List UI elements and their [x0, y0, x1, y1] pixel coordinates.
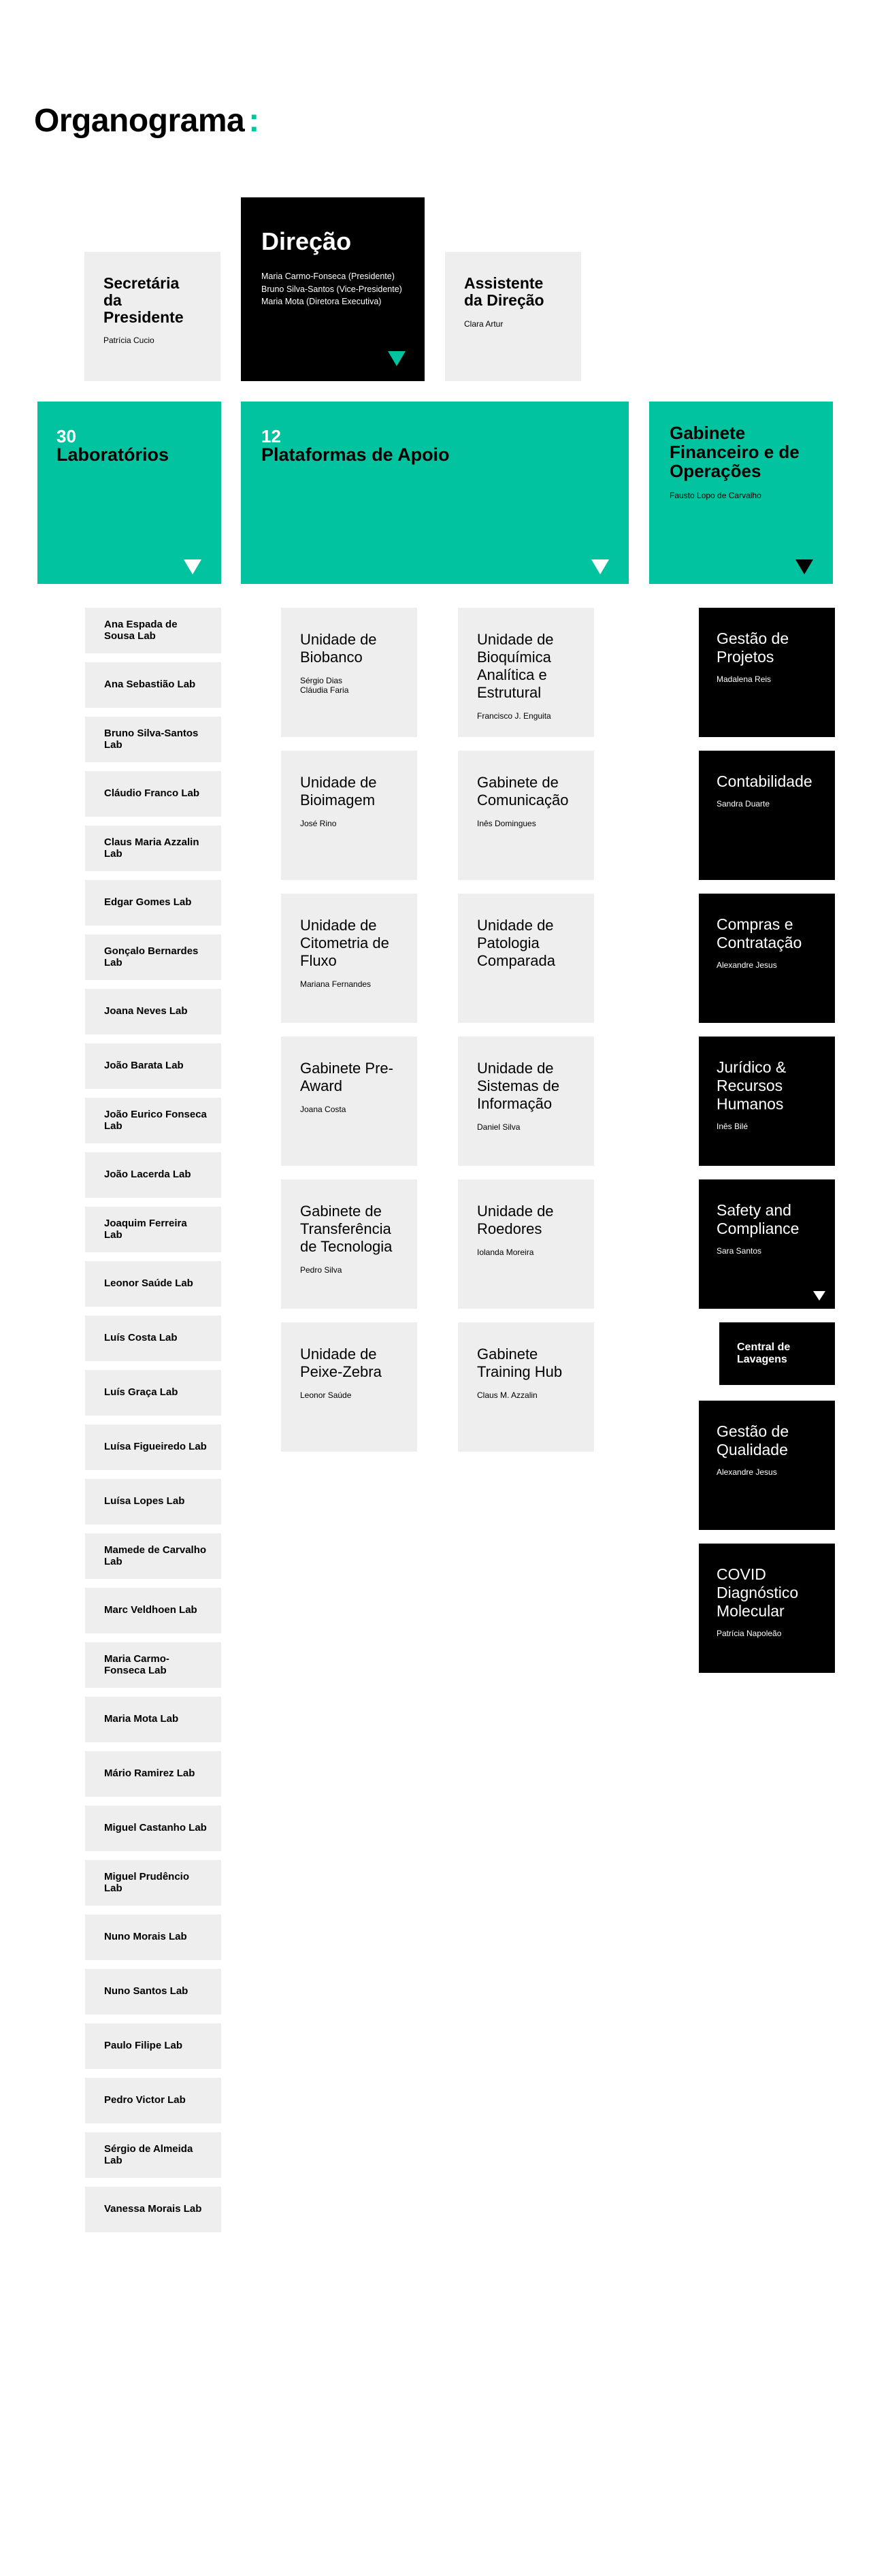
lab-item[interactable]: Claus Maria Azzalin Lab [85, 826, 221, 871]
secretaria-title: Secretária da Presidente [103, 274, 184, 326]
laboratorios-title: Laboratórios [56, 444, 169, 465]
direcao-person: Maria Mota (Diretora Executiva) [261, 297, 382, 307]
unit-title: Unidade de Sistemas de Informação [477, 1060, 560, 1112]
unit-title: Unidade de Citometria de Fluxo [300, 917, 389, 969]
platform-unit[interactable] [281, 1322, 417, 1452]
direcao-person: Maria Carmo-Fonseca (Presidente) [261, 271, 395, 281]
unit-title: Jurídico & Recursos Humanos [717, 1058, 787, 1113]
platform-unit[interactable] [281, 608, 417, 737]
lab-item[interactable]: Luís Costa Lab [85, 1316, 221, 1361]
page-title: Organograma : [34, 103, 259, 139]
unit-people: Patrícia Napoleão [717, 1629, 782, 1638]
triangle-down-icon[interactable] [388, 351, 406, 366]
lab-item[interactable]: Mamede de Carvalho Lab [85, 1533, 221, 1579]
lab-item[interactable]: Nuno Santos Lab [85, 1969, 221, 2015]
platform-unit[interactable] [458, 1037, 594, 1166]
platform-unit[interactable] [458, 894, 594, 1023]
plataformas-title: Plataformas de Apoio [261, 444, 450, 465]
laboratorios-count: 30 [56, 426, 76, 446]
unit-people: Alexandre Jesus [717, 1467, 777, 1477]
lab-item[interactable]: João Barata Lab [85, 1043, 221, 1089]
gabinete-unit[interactable] [699, 1037, 835, 1166]
central-lavagens-box[interactable]: Central de Lavagens [719, 1322, 835, 1385]
lab-item[interactable]: Bruno Silva-Santos Lab [85, 717, 221, 762]
unit-title: Unidade de Patologia Comparada [477, 917, 555, 969]
assistente-title: Assistente da Direção [464, 274, 544, 309]
unit-people: Iolanda Moreira [477, 1248, 534, 1257]
gabinete-unit[interactable] [699, 1544, 835, 1673]
platform-unit[interactable] [458, 608, 594, 737]
lab-item[interactable]: Vanessa Morais Lab [85, 2187, 221, 2232]
unit-people: Pedro Silva [300, 1265, 342, 1275]
lab-item[interactable]: Cláudio Franco Lab [85, 771, 221, 817]
unit-people: Sara Santos [717, 1246, 762, 1256]
lab-item[interactable]: Luísa Figueiredo Lab [85, 1424, 221, 1470]
gabinete-unit[interactable] [699, 1401, 835, 1530]
unit-title: Contabilidade [717, 772, 812, 790]
unit-people: Inês Bilé [717, 1122, 749, 1131]
lab-item[interactable]: João Eurico Fonseca Lab [85, 1098, 221, 1143]
plataformas-box[interactable] [241, 402, 629, 584]
lab-item[interactable]: Luísa Lopes Lab [85, 1479, 221, 1525]
lab-item[interactable]: Edgar Gomes Lab [85, 880, 221, 926]
platform-unit[interactable] [281, 751, 417, 880]
lab-item[interactable]: Maria Mota Lab [85, 1697, 221, 1742]
direcao-box[interactable] [241, 197, 425, 381]
gabinete-unit[interactable] [699, 1179, 835, 1309]
unit-title: Compras e Contratação [717, 915, 802, 951]
lab-item[interactable]: Joaquim Ferreira Lab [85, 1207, 221, 1252]
unit-title: COVID Diagnóstico Molecular [717, 1565, 799, 1620]
lab-item[interactable]: João Lacerda Lab [85, 1152, 221, 1198]
platform-unit[interactable] [458, 751, 594, 880]
unit-title: Unidade de Peixe-Zebra [300, 1346, 382, 1380]
unit-people: Mariana Fernandes [300, 979, 372, 989]
lab-item[interactable]: Joana Neves Lab [85, 989, 221, 1034]
lab-item[interactable]: Gonçalo Bernardes Lab [85, 934, 221, 980]
lab-item[interactable]: Miguel Prudêncio Lab [85, 1860, 221, 1906]
lab-item[interactable]: Pedro Victor Lab [85, 2078, 221, 2123]
direcao-person: Bruno Silva-Santos (Vice-Presidente) [261, 284, 402, 294]
gabinete-people: Fausto Lopo de Carvalho [670, 491, 761, 501]
triangle-down-icon[interactable] [795, 559, 813, 574]
unit-people: Alexandre Jesus [717, 960, 777, 970]
lab-item[interactable]: Maria Carmo-Fonseca Lab [85, 1642, 221, 1688]
lab-item[interactable]: Ana Espada de Sousa Lab [85, 608, 221, 653]
lab-item[interactable]: Ana Sebastião Lab [85, 662, 221, 708]
unit-people: Daniel Silva [477, 1122, 521, 1132]
gabinete-unit[interactable] [699, 751, 835, 880]
unit-title: Unidade de Bioimagem [300, 774, 377, 809]
unit-title: Gabinete Training Hub [477, 1346, 563, 1380]
unit-title: Safety and Compliance [717, 1201, 800, 1237]
secretaria-box [84, 252, 220, 381]
unit-people: Claus M. Azzalin [477, 1390, 538, 1400]
platform-unit[interactable] [458, 1179, 594, 1309]
lab-item[interactable]: Miguel Castanho Lab [85, 1806, 221, 1851]
unit-title: Gestão de Qualidade [717, 1422, 789, 1458]
unit-title: Gestão de Projetos [717, 630, 789, 666]
direcao-people [261, 270, 404, 308]
unit-people: Leonor Saúde [300, 1390, 352, 1400]
gabinete-title: Gabinete Financeiro e de Operações [670, 423, 800, 482]
unit-people: Joana Costa [300, 1105, 346, 1114]
gabinete-box[interactable] [649, 402, 833, 584]
unit-title: Gabinete de Comunicação [477, 774, 569, 809]
unit-people: Francisco J. Enguita [477, 711, 551, 721]
laboratorios-box[interactable] [37, 402, 221, 584]
title-colon: : [248, 103, 259, 139]
platform-unit[interactable] [281, 1179, 417, 1309]
lab-item[interactable]: Sérgio de Almeida Lab [85, 2132, 221, 2178]
lab-item[interactable]: Marc Veldhoen Lab [85, 1588, 221, 1633]
platform-unit[interactable] [458, 1322, 594, 1452]
unit-people: José Rino [300, 819, 337, 828]
lab-item[interactable]: Paulo Filipe Lab [85, 2023, 221, 2069]
triangle-down-icon[interactable] [184, 559, 201, 574]
unit-people: Inês Domingues [477, 819, 536, 828]
unit-title: Gabinete Pre-Award [300, 1060, 393, 1094]
unit-title: Unidade de Biobanco [300, 631, 377, 666]
unit-title: Unidade de Roedores [477, 1203, 554, 1237]
triangle-down-icon[interactable] [813, 1291, 825, 1301]
unit-people: Madalena Reis [717, 674, 772, 684]
direcao-title: Direção [261, 227, 352, 255]
unit-title: Unidade de Bioquímica Analítica e Estrutural [477, 631, 554, 701]
assistente-box [445, 252, 581, 381]
unit-people: Sérgio Dias Cláudia Faria [300, 676, 349, 695]
lab-item[interactable]: Luís Graça Lab [85, 1370, 221, 1416]
lab-item[interactable]: Leonor Saúde Lab [85, 1261, 221, 1307]
unit-title: Gabinete de Transferência de Tecnologia [300, 1203, 393, 1255]
lab-item[interactable]: Nuno Morais Lab [85, 1914, 221, 1960]
lab-item[interactable]: Mário Ramirez Lab [85, 1751, 221, 1797]
assistente-people: Clara Artur [464, 319, 504, 329]
unit-people: Sandra Duarte [717, 799, 770, 809]
triangle-down-icon[interactable] [591, 559, 609, 574]
plataformas-count: 12 [261, 426, 281, 446]
platform-unit[interactable] [281, 1037, 417, 1166]
gabinete-unit[interactable] [699, 894, 835, 1023]
secretaria-people: Patrícia Cucio [103, 336, 154, 346]
platform-unit[interactable] [281, 894, 417, 1023]
gabinete-unit[interactable] [699, 608, 835, 737]
